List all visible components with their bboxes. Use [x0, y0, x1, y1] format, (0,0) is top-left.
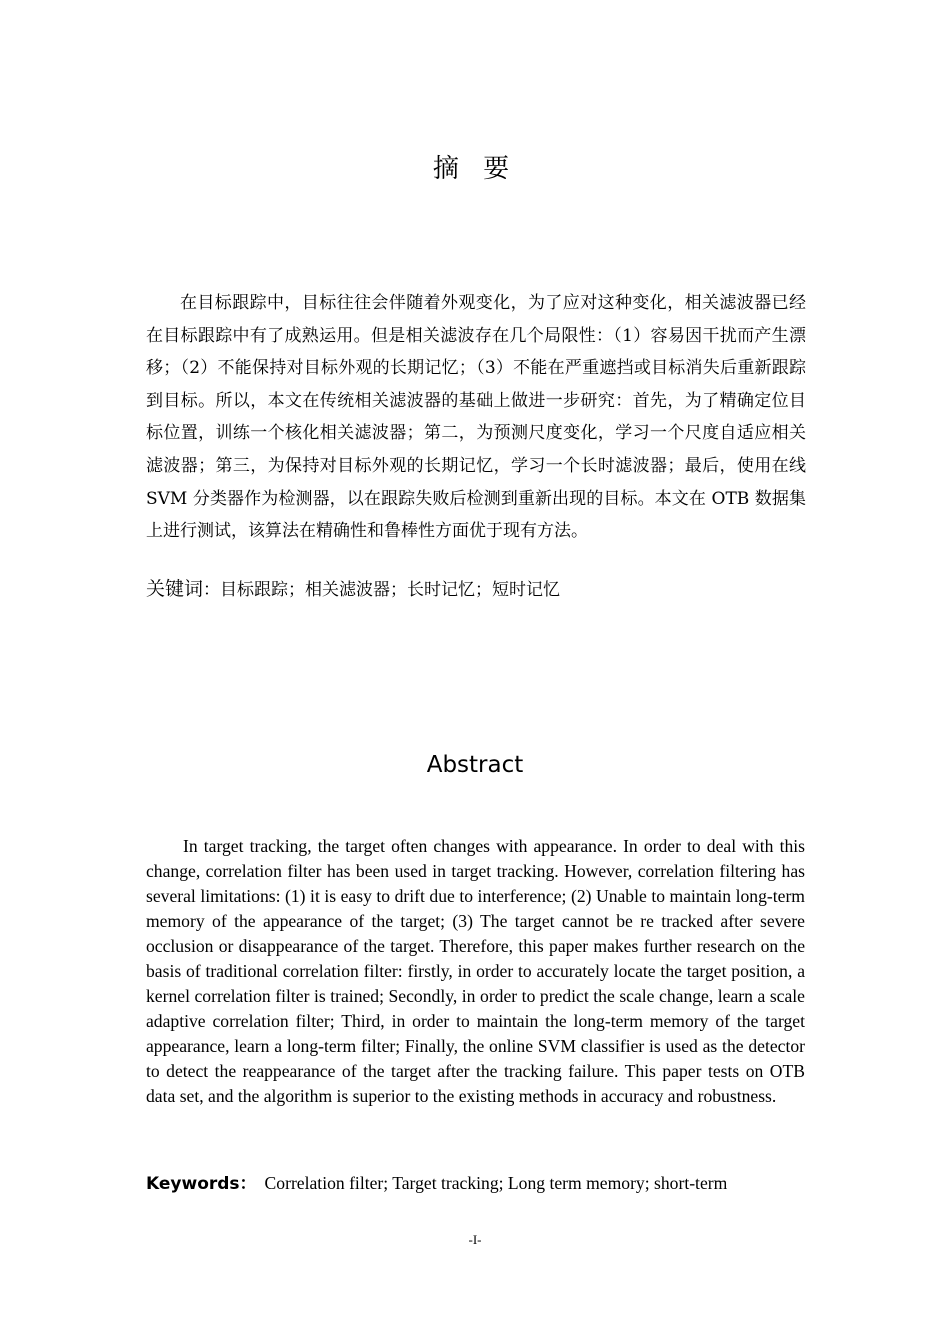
english-keywords-text: Correlation filter; Target tracking; Long term memory; short-term — [264, 1173, 728, 1193]
chinese-keywords-label: 关键词 — [146, 578, 204, 600]
chinese-keywords-text: 目标跟踪；相关滤波器；长时记忆；短时记忆 — [220, 580, 561, 600]
english-keywords-line — [146, 1170, 826, 1197]
chinese-keywords-separator: ： — [203, 580, 221, 600]
english-abstract-body: In target tracking, the target often changes with appearance. In order to deal with this change, correlation filter has been used in target tracking. However, correlation filtering has several limitations: (1) it is easy to drift due to interference; (2) Unable to maintain long-term memory of the appearance of the target; (3) The target cannot be re tracked after severe occlusion or disappearance of the target. Therefore, this paper makes further research on the basis of traditional correlation filter: firstly, in order to accurately locate the target position, a kernel correlation filter is trained; Secondly, in order to predict the scale change, learn a scale adaptive correlation filter; Third, in order to maintain the long-term memory of the target appearance, learn a long-term filter; Finally, the online SVM classifier is used as the detector to detect the reappearance of the target after the tracking failure. This paper tests on OTB data set, and the algorithm is superior to the existing methods in accuracy and robustness. — [146, 836, 805, 1106]
chinese-abstract-title: 摘 要 — [432, 154, 518, 184]
english-abstract-title: Abstract — [426, 752, 524, 778]
chinese-keywords-line — [146, 573, 806, 606]
english-keywords-label: Keywords： — [146, 1174, 257, 1194]
page-number: -I- — [468, 1232, 482, 1247]
chinese-abstract-body: 在目标跟踪中，目标往往会伴随着外观变化，为了应对这种变化，相关滤波器已经在目标跟踪中有了成熟运用。但是相关滤波存在几个局限性：（1）容易因干扰而产生漂移；（2）不能保持对目标外观的长期记忆；（3）不能在严重遮挡或目标消失后重新跟踪到目标。所以，本文在传统相关滤波器的基础上做进一步研究：首先，为了精确定位目标位置，训练一个核化相关滤波器；第二，为预测尺度变化，学习一个尺度自适应相关滤波器；第三，为保持对目标外观的长期记忆，学习一个长时滤波器；最后，使用在线 SVM 分类器作为检测器，以在跟踪失败后检测到重新出现的目标。本文在 OTB 数据集上进行测试，该算法在精确性和鲁棒性方面优于现有方法。 — [146, 293, 806, 542]
